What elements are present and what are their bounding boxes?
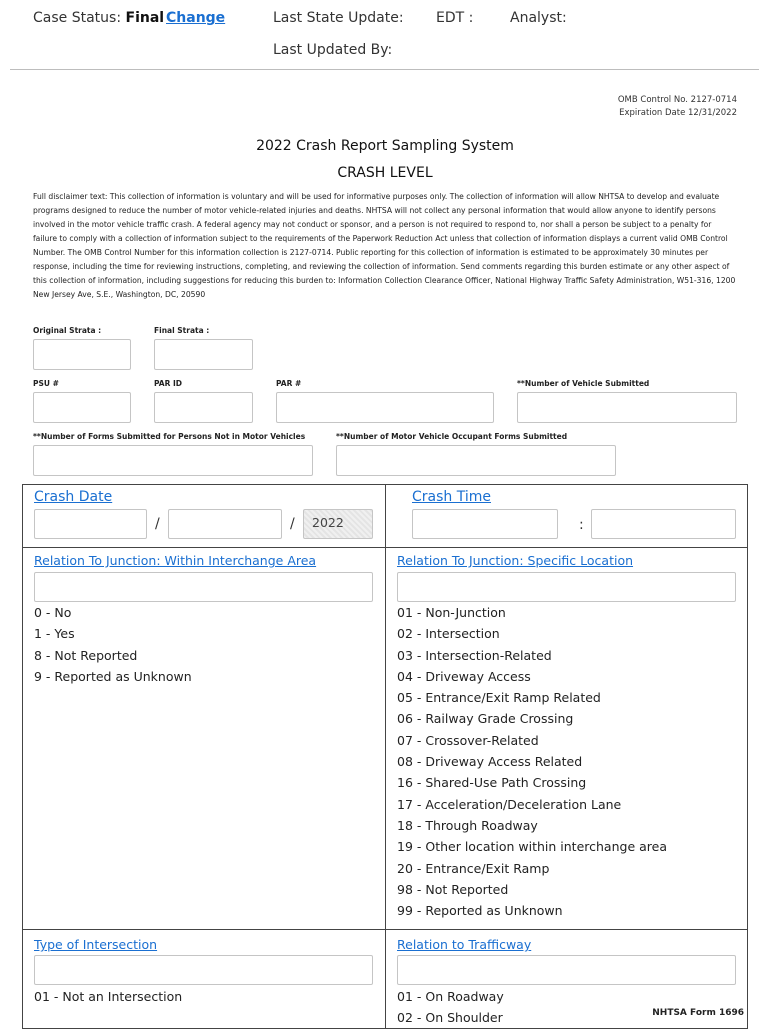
- type-of-intersection-label[interactable]: Type of Intersection: [34, 937, 158, 952]
- edt-label: EDT :: [436, 10, 474, 26]
- crash-time-label[interactable]: Crash Time: [412, 489, 491, 505]
- number-of-vehicle-label: **Number of Vehicle Submitted: [517, 379, 650, 388]
- list-item[interactable]: 07 - Crossover-Related: [397, 732, 539, 748]
- forms-non-motor-label: **Number of Forms Submitted for Persons Not in Motor Vehicles: [33, 432, 306, 441]
- crash-date-year-input: 2022: [303, 509, 373, 539]
- original-strata-input[interactable]: [33, 339, 131, 370]
- number-of-vehicle-input[interactable]: [517, 392, 737, 423]
- list-item[interactable]: 02 - Intersection: [397, 626, 500, 642]
- case-status-value: Final: [125, 10, 165, 26]
- par-id-label: PAR ID: [154, 379, 183, 388]
- last-updated-by-label: Last Updated By:: [273, 42, 393, 58]
- crash-time-minute-input[interactable]: [591, 509, 736, 539]
- psu-input[interactable]: [33, 392, 131, 423]
- list-item[interactable]: 98 - Not Reported: [397, 881, 509, 897]
- relation-to-trafficway-input[interactable]: [397, 955, 736, 985]
- disclaimer-text: Full disclaimer text: This collection of information is voluntary and will be used for informative purposes only. The collection of information will allow NHTSA to develop and evaluate programs designed to reduce the number of motor vehicle-related injuries and deaths. NHTSA will not collect any personal information that would allow anyone to identify persons involved in the motor vehicle traffic crash. A federal agency may not conduct or sponsor, and a person is not required to respond to, nor shall a person be subject to a penalty for failure to comply with a collection of information subject to the requirements of the Paperwork Reduction Act unless that collection of information displays a current valid OMB Control Number. The OMB Control Number for this information collection is 2127-0714. Public reporting for this collection of information is estimated to be approximately 30 minutes per response, including the time for reviewing instructions, completing, and reviewing the collection of information. Send comments regarding this burden estimate or any other aspect of this collection of information, including suggestions for reducing this burden to: Information Collection Clearance Officer, National Highway Traffic Safety Administration, W51-316, 1200 New Jersey Ave, S.E., Washington, DC, 20590: [33, 192, 736, 299]
- par-number-label: PAR #: [276, 379, 302, 388]
- last-state-update-label: Last State Update:: [273, 10, 404, 26]
- list-item[interactable]: 05 - Entrance/Exit Ramp Related: [397, 690, 601, 706]
- par-id-input[interactable]: [154, 392, 253, 423]
- junction-interchange-label[interactable]: Relation To Junction: Within Interchange Area: [34, 553, 317, 568]
- occupant-forms-input[interactable]: [336, 445, 616, 476]
- list-item[interactable]: 99 - Reported as Unknown: [397, 903, 563, 919]
- form-number: NHTSA Form 1696: [652, 1008, 744, 1018]
- relation-to-trafficway-options: [397, 986, 504, 1029]
- page-subtitle: CRASH LEVEL: [337, 165, 433, 181]
- list-item[interactable]: 03 - Intersection-Related: [397, 647, 552, 663]
- forms-non-motor-input[interactable]: [33, 445, 313, 476]
- list-item[interactable]: 8 - Not Reported: [34, 647, 138, 663]
- junction-specific-options: [397, 602, 667, 921]
- page-title: 2022 Crash Report Sampling System: [256, 138, 514, 154]
- list-item[interactable]: 01 - Non-Junction: [397, 605, 506, 620]
- original-strata-label: Original Strata :: [33, 326, 102, 335]
- list-item[interactable]: 17 - Acceleration/Deceleration Lane: [397, 796, 622, 812]
- list-item[interactable]: 01 - Not an Intersection: [34, 989, 183, 1004]
- relation-to-trafficway-label[interactable]: Relation to Trafficway: [397, 937, 532, 952]
- case-status: [33, 10, 164, 26]
- omb-expiration-date: Expiration Date 12/31/2022: [619, 108, 737, 118]
- list-item[interactable]: 16 - Shared-Use Path Crossing: [397, 775, 587, 791]
- case-status-label: Case Status:: [33, 10, 122, 26]
- list-item[interactable]: 04 - Driveway Access: [397, 668, 531, 684]
- junction-specific-input[interactable]: [397, 572, 736, 602]
- final-strata-input[interactable]: [154, 339, 253, 370]
- date-separator: /: [155, 516, 160, 532]
- junction-interchange-options: [34, 602, 192, 687]
- crash-date-month-input[interactable]: [34, 509, 147, 539]
- list-item[interactable]: 08 - Driveway Access Related: [397, 754, 583, 770]
- list-item[interactable]: 18 - Through Roadway: [397, 817, 538, 833]
- header-divider: [10, 69, 759, 70]
- list-item[interactable]: 9 - Reported as Unknown: [34, 668, 192, 684]
- omb-control-number: OMB Control No. 2127-0714: [617, 95, 737, 105]
- change-link[interactable]: Change: [166, 10, 226, 26]
- occupant-forms-label: **Number of Motor Vehicle Occupant Forms Submitted: [336, 432, 568, 441]
- list-item[interactable]: 01 - On Roadway: [397, 989, 504, 1004]
- junction-interchange-input[interactable]: [34, 572, 373, 602]
- analyst-label: Analyst:: [510, 10, 567, 26]
- par-number-input[interactable]: [276, 392, 494, 423]
- final-strata-label: Final Strata :: [154, 326, 210, 335]
- list-item[interactable]: 19 - Other location within interchange area: [397, 839, 667, 855]
- type-of-intersection-input[interactable]: [34, 955, 373, 985]
- list-item[interactable]: 20 - Entrance/Exit Ramp: [397, 860, 550, 876]
- list-item[interactable]: 06 - Railway Grade Crossing: [397, 711, 574, 727]
- crash-date-day-input[interactable]: [168, 509, 282, 539]
- list-item[interactable]: 02 - On Shoulder: [397, 1010, 503, 1026]
- crash-date-label[interactable]: Crash Date: [34, 489, 113, 505]
- junction-specific-label[interactable]: Relation To Junction: Specific Location: [397, 553, 634, 568]
- time-separator: :: [579, 517, 584, 533]
- psu-label: PSU #: [33, 379, 59, 388]
- type-of-intersection-options: [34, 986, 182, 1007]
- date-separator: /: [290, 516, 295, 532]
- crash-time-hour-input[interactable]: [412, 509, 558, 539]
- list-item[interactable]: 1 - Yes: [34, 626, 75, 642]
- list-item[interactable]: 0 - No: [34, 605, 72, 620]
